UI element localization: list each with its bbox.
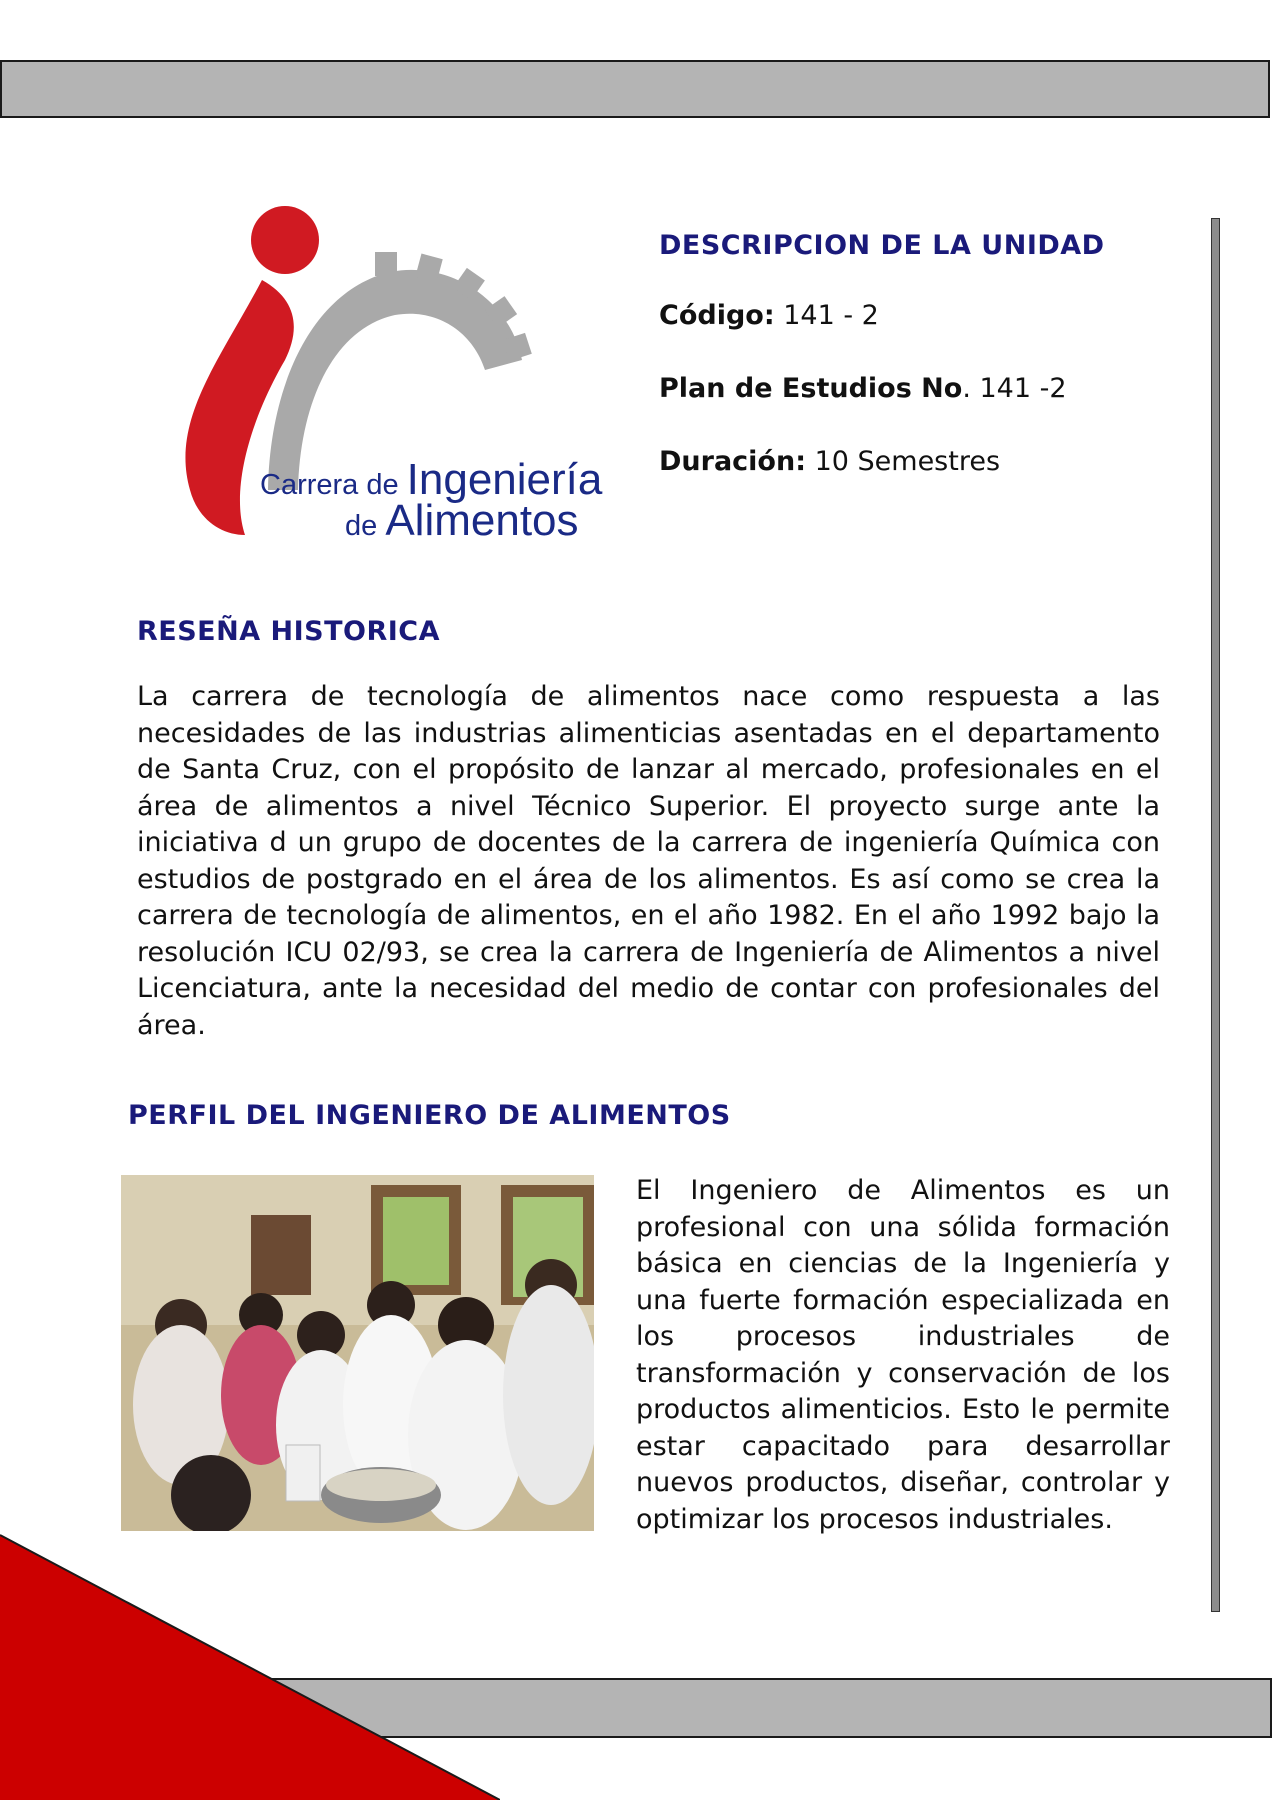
profile-paragraph: El Ingeniero de Alimentos es un profesional con una sólida formación básica en ciencias de la Ingeniería y una fuerte formación especializada en los procesos industriales de transformación y conservación de los productos alimenticios. Esto le permite estar capacitado para desarrollar nuevos productos, diseñar, controlar y optimizar los procesos industriales.	[636, 1175, 1170, 1535]
unit-code-value: 141 - 2	[774, 300, 879, 331]
unit-duration-field	[659, 446, 1000, 477]
unit-code-label: Código:	[659, 300, 775, 331]
top-header-bar	[0, 60, 1270, 118]
unit-plan-value: . 141 -2	[962, 373, 1067, 404]
right-vertical-rule	[1211, 218, 1220, 1612]
history-title: RESEÑA HISTORICA	[137, 616, 441, 647]
red-corner-triangle	[0, 1530, 500, 1800]
history-paragraph: La carrera de tecnología de alimentos nace como respuesta a las necesidades de las industrias alimenticias asentadas en el departamento de Santa Cruz, con el propósito de lanzar al mercado, profesionales en el área de alimentos a nivel Técnico Superior. El proyecto surge ante la iniciativa d un grupo de docentes de la carrera de ingeniería Química con estudios de postgrado en el área de los alimentos. Es así como se crea la carrera de tecnología de alimentos, en el año 1982. En el año 1992 bajo la resolución ICU 02/93, se crea la carrera de Ingeniería de Alimentos a nivel Licenciatura, ante la necesidad del medio de contar con profesionales del área.	[137, 681, 1160, 1041]
faculty-logo	[150, 190, 603, 570]
students-lab-photo	[121, 1175, 594, 1531]
unit-plan-field	[659, 373, 1067, 404]
logo-text-ingenieria: Ingeniería	[406, 455, 603, 504]
students-lab-photo-graphic	[121, 1175, 594, 1531]
logo-text-de: de	[345, 510, 386, 542]
logo-text-carrera: Carrera de	[260, 469, 407, 501]
logo-red-dot	[251, 206, 319, 274]
unit-duration-value: 10 Semestres	[806, 446, 1001, 477]
profile-title: PERFIL DEL INGENIERO DE ALIMENTOS	[128, 1100, 731, 1131]
logo-text-alimentos: Alimentos	[385, 496, 579, 545]
unit-plan-label: Plan de Estudios No	[659, 373, 963, 404]
unit-code-field	[659, 300, 879, 331]
unit-duration-label: Duración:	[659, 446, 806, 477]
unit-description-title: DESCRIPCION DE LA UNIDAD	[659, 230, 1105, 261]
